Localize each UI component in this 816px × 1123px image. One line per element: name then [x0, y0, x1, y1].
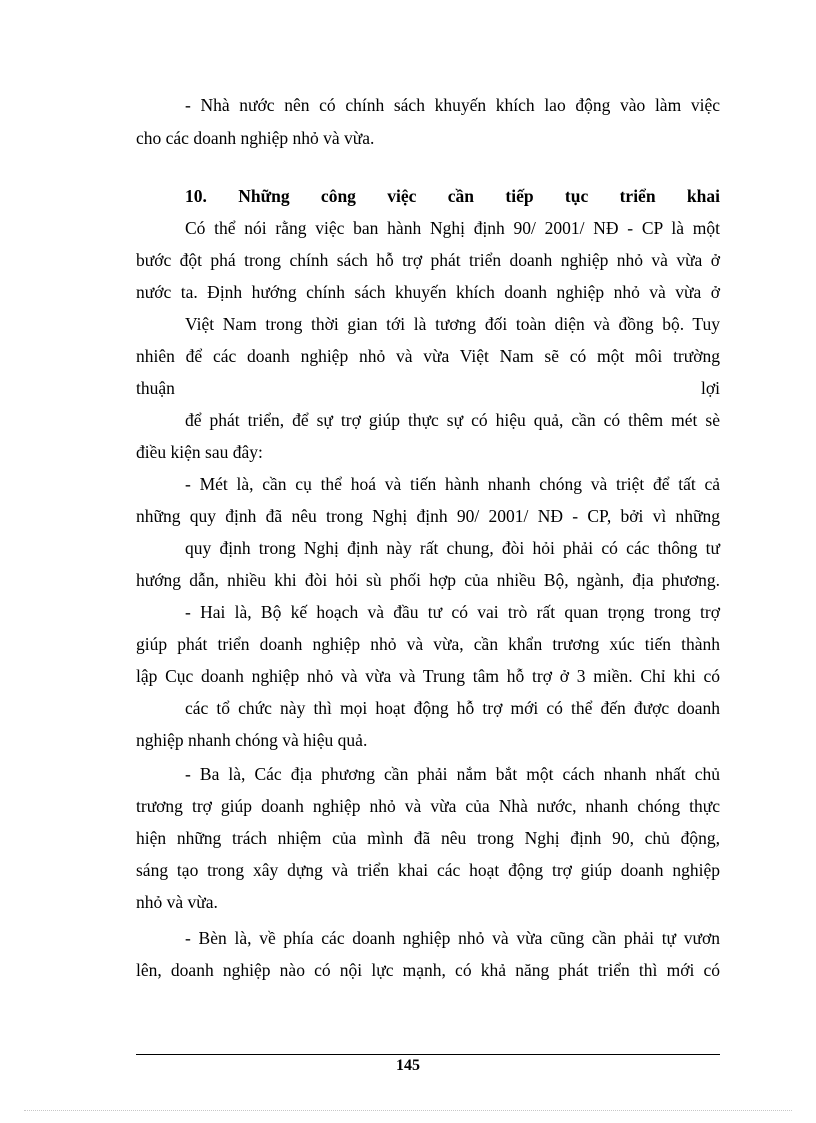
text-line: hướng dẫn, nhiều khi đòi hỏi sù phối hợp của nhiều Bộ, ngành, địa phương.	[136, 570, 720, 590]
text-line: - Nhà nước nên có chính sách khuyến khích lao động vào làm việc	[185, 95, 720, 115]
text-line: nhỏ và vừa.	[136, 892, 218, 912]
text-line: nhiên để các doanh nghiệp nhỏ và vừa Việt Nam sẽ có một môi trường	[136, 346, 720, 366]
footer-rule	[136, 1054, 720, 1055]
text-line: - Hai là, Bộ kế hoạch và đầu tư có vai trò rất quan trọng trong trợ	[185, 602, 720, 622]
text-line: Có thể nói rằng việc ban hành Nghị định 90/ 2001/ NĐ - CP là một	[185, 218, 720, 238]
text-line: để phát triển, để sự trợ giúp thực sự có hiệu quả, cần có thêm mét sè	[185, 410, 720, 430]
section-heading: 10. Những công việc cần tiếp tục triển khai	[185, 186, 720, 206]
text-line: cho các doanh nghiệp nhỏ và vừa.	[136, 128, 375, 148]
text-line: nước ta. Định hướng chính sách khuyến khích doanh nghiệp nhỏ và vừa ở	[136, 282, 720, 302]
text-line: bước đột phá trong chính sách hỗ trợ phát triển doanh nghiệp nhỏ và vừa ở	[136, 250, 720, 270]
text-line: những quy định đã nêu trong Nghị định 90/ 2001/ NĐ - CP, bởi vì những	[136, 506, 720, 526]
text-line: - Mét là, cần cụ thể hoá và tiến hành nhanh chóng và triệt để tất cả	[185, 474, 720, 494]
text-line: lập Cục doanh nghiệp nhỏ và vừa và Trung tâm hỗ trợ ở 3 miền. Chỉ khi có	[136, 666, 720, 686]
page-number: 145	[396, 1057, 420, 1074]
text-line: các tổ chức này thì mọi hoạt động hỗ trợ mới có thể đến được doanh	[185, 698, 720, 718]
text-line: hiện những trách nhiệm của mình đã nêu trong Nghị định 90, chủ động,	[136, 828, 720, 848]
text-line: - Bèn là, về phía các doanh nghiệp nhỏ và vừa cũng cần phải tự vươn	[185, 928, 720, 948]
text-line: Việt Nam trong thời gian tới là tương đối toàn diện và đồng bộ. Tuy	[185, 314, 720, 334]
text-line: - Ba là, Các địa phương cần phải nắm bắt một cách nhanh nhất chủ	[185, 764, 720, 784]
text-line: thuận lợi	[136, 378, 720, 398]
text-line: quy định trong Nghị định này rất chung, đòi hỏi phải có các thông tư	[185, 538, 720, 558]
text-line: điều kiện sau đây:	[136, 442, 263, 462]
text-line: giúp phát triển doanh nghiệp nhỏ và vừa, cần khẩn trương xúc tiến thành	[136, 634, 720, 654]
page-edge-divider	[24, 1110, 792, 1111]
text-line: trương trợ giúp doanh nghiệp nhỏ và vừa của Nhà nước, nhanh chóng thực	[136, 796, 720, 816]
text-line: nghiệp nhanh chóng và hiệu quả.	[136, 730, 368, 750]
text-line: sáng tạo trong xây dựng và triển khai các hoạt động trợ giúp doanh nghiệp	[136, 860, 720, 880]
text-line: lên, doanh nghiệp nào có nội lực mạnh, có khả năng phát triển thì mới có	[136, 960, 720, 980]
